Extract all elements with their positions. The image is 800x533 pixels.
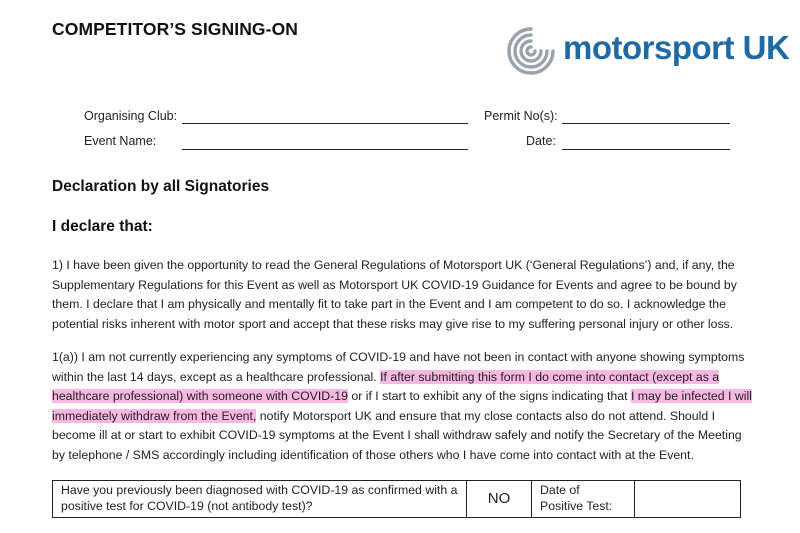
organising-club-field[interactable]: [182, 123, 468, 124]
event-name-field[interactable]: [182, 149, 468, 150]
covid-question-table: [52, 480, 741, 518]
motorsport-uk-logo: [505, 25, 790, 77]
date-positive-value-cell[interactable]: [635, 481, 741, 518]
paragraph-text: notify Motorsport UK and ensure that my close contacts also do not attend. Should I become ill at or start to exhibit COVID-19 symptoms at the Event I shall withdraw safely and notify the Secretary of the Meeting by telephone / SMS accordingly including identification of those others who I have come into contact with at the Event.: [52, 408, 742, 462]
answer-cell[interactable]: NO: [467, 481, 532, 518]
declaration-paragraph-1a: [52, 348, 752, 466]
event-name-label: Event Name:: [84, 134, 157, 148]
date-positive-label-cell: Date of Positive Test:: [532, 481, 635, 518]
date-field[interactable]: [562, 149, 730, 150]
logo-text: motorsport UK: [563, 29, 790, 66]
highlighted-text: If after submitting this form I do come into contact (except as a healthcare professional) with someone with COVID-19: [52, 369, 720, 404]
permit-field[interactable]: [562, 123, 730, 124]
page-title: COMPETITOR’S SIGNING-ON: [52, 19, 299, 39]
highlighted-text: I may be infected I will immediately withdraw from the Event,: [52, 389, 752, 423]
declare-subheading: I declare that:: [52, 218, 153, 235]
question-cell: Have you previously been diagnosed with COVID-19 as confirmed with a positive test for COVID-19 (not antibody test)?: [53, 481, 467, 518]
paragraph-text: or if I start to exhibit any of the signs indicating that: [347, 389, 631, 404]
paragraph-text: 1(a)) I am not currently experiencing any symptoms of COVID-19 and have not been in contact with anyone showing symptoms within the last 14 days, except as a healthcare professional.: [52, 350, 745, 384]
declaration-heading: Declaration by all Signatories: [52, 178, 270, 195]
date-label: Date:: [526, 134, 556, 148]
organising-club-label: Organising Club:: [84, 109, 178, 123]
motorsport-uk-logo-icon: [505, 25, 557, 77]
permit-label: Permit No(s):: [484, 109, 558, 123]
declaration-paragraph-1: 1) I have been given the opportunity to read the General Regulations of Motorsport UK (‘General Regulations’) and, if any, the Supplementary Regulations for this Event as well as Motorsport UK COVID-19 Guidance for Events and agree to be bound by them. I declare that I am physically and mentally fit to take part in the Event and I am competent to do so. I acknowledge the potential risks inherent with motor sport and accept that these risks may give rise to my suffering personal injury or other loss.: [52, 258, 737, 331]
